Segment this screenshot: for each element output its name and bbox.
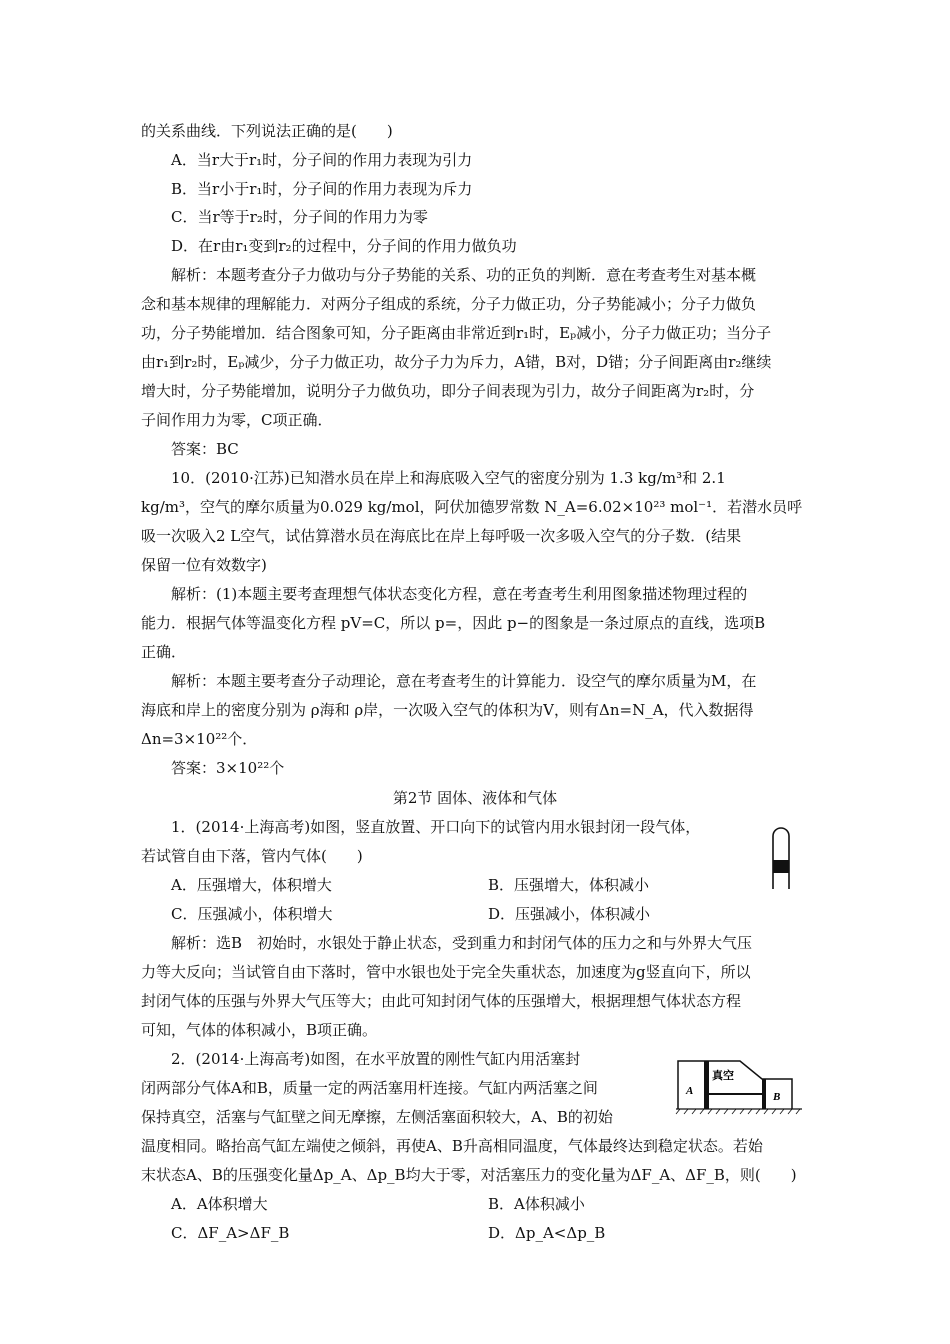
text-line: 吸一次吸入2 L空气，试估算潜水员在海底比在岸上每呼吸一次多吸入空气的分子数．(结果 [141, 527, 742, 545]
text-line: 可知，气体的体积减小，B项正确。 [141, 1021, 378, 1039]
text-line: 能力．根据气体等温变化方程 pV=C，所以 p=，因此 p−的图象是一条过原点的直线，选项B [141, 614, 766, 632]
gas-a-label: A [686, 1085, 694, 1097]
text-line: 正确． [141, 643, 187, 661]
text-line: 温度相同。略抬高气缸左端使之倾斜，再使A、B升高相同温度，气体最终达到稳定状态。若始 [141, 1137, 763, 1155]
piston-right [762, 1079, 766, 1109]
text-line: B．当r小于r₁时，分子间的作用力表现为斥力 [171, 180, 473, 198]
text-line: 10．(2010·江苏)已知潜水员在岸上和海底吸入空气的密度分别为 1.3 kg/m³和 2.1 [171, 469, 726, 487]
text-line: A．压强增大，体积增大 [171, 876, 332, 894]
text-line: C．当r等于r₂时，分子间的作用力为零 [171, 208, 428, 226]
text-line: 答案：BC [171, 440, 239, 458]
text-line: 力等大反向；当试管自由下落时，管中水银也处于完全失重状态，加速度为g竖直向下，所以 [141, 963, 751, 981]
text-line: 答案：3×10²²个 [171, 759, 285, 777]
text-line: 功，分子势能增加．结合图象可知，分子距离由非常近到r₁时，Eₚ减小，分子力做正功；当分子 [141, 324, 772, 342]
vacuum-label: 真空 [712, 1069, 734, 1082]
text-line: 的关系曲线．下列说法正确的是( ) [141, 122, 393, 140]
text-line: 保持真空，活塞与气缸壁之间无摩擦，左侧活塞面积较大，A、B的初始 [141, 1108, 613, 1126]
piston-left [704, 1061, 709, 1109]
mercury-column [773, 860, 789, 873]
text-line: 由r₁到r₂时，Eₚ减少，分子力做正功，故分子力为斥力，A错，B对，D错；分子间距离由r₂继续 [141, 353, 772, 371]
test-tube-outline [773, 828, 789, 889]
text-line: 若试管自由下落，管内气体( ) [141, 847, 363, 865]
text-line: A．当r大于r₁时，分子间的作用力表现为引力 [171, 151, 473, 169]
text-line: Δn=3×10²²个． [141, 730, 258, 748]
text-line: kg/m³，空气的摩尔质量为0.029 kg/mol，阿伏加德罗常数 N_A=6.02×10²³ mol⁻¹．若潜水员呼 [141, 498, 803, 516]
text-line: 1．(2014·上海高考)如图，竖直放置、开口向下的试管内用水银封闭一段气体， [171, 818, 701, 836]
text-line: A．A体积增大 [171, 1195, 268, 1213]
text-line: 增大时，分子势能增加，说明分子力做负功，即分子间表现为引力，故分子间距离为r₂时，分 [141, 382, 755, 400]
text-line: 保留一位有效数字) [141, 556, 267, 574]
text-line: B．A体积减小 [488, 1195, 585, 1213]
text-line: 闭两部分气体A和B，质量一定的两活塞用杆连接。气缸内两活塞之间 [141, 1079, 598, 1097]
text-line: 解析：本题主要考查分子动理论，意在考查考生的计算能力．设空气的摩尔质量为M，在 [171, 672, 757, 690]
text-line: 封闭气体的压强与外界大气压等大；由此可知封闭气体的压强增大，根据理想气体状态方程 [141, 992, 742, 1010]
text-line: 子间作用力为零，C项正确． [141, 411, 333, 429]
text-line: B．压强增大，体积减小 [488, 876, 650, 894]
text-line: 解析：(1)本题主要考查理想气体状态变化方程，意在考查考生利用图象描述物理过程的 [171, 585, 748, 603]
section-title: 第2节 固体、液体和气体 [392, 789, 558, 807]
gas-b-label: B [773, 1091, 781, 1103]
test-tube-figure [768, 826, 794, 892]
cylinder-figure [674, 1053, 806, 1115]
text-line: 末状态A、B的压强变化量Δp_A、Δp_B均大于零，对活塞压力的变化量为ΔF_A、ΔF_B，则( ) [141, 1166, 797, 1184]
text-line: D．压强减小，体积减小 [488, 905, 651, 923]
text-line: 2．(2014·上海高考)如图，在水平放置的刚性气缸内用活塞封 [171, 1050, 581, 1068]
text-line: 解析：本题考查分子力做功与分子势能的关系、功的正负的判断．意在考查考生对基本概 [171, 266, 757, 284]
text-line: 解析：选B 初始时，水银处于静止状态，受到重力和封闭气体的压力之和与外界大气压 [171, 934, 753, 952]
text-line: C．ΔF_A>ΔF_B [171, 1224, 290, 1242]
text-line: 念和基本规律的理解能力．对两分子组成的系统，分子力做正功，分子势能减小；分子力做负 [141, 295, 757, 313]
text-line: D．在r由r₁变到r₂的过程中，分子间的作用力做负功 [171, 237, 517, 255]
text-line: D．Δp_A<Δp_B [488, 1224, 606, 1242]
text-line: 海底和岸上的密度分别为 ρ海和 ρ岸，一次吸入空气的体积为V，则有Δn=N_A，代入数据得 [141, 701, 754, 719]
text-line: C．压强减小，体积增大 [171, 905, 333, 923]
